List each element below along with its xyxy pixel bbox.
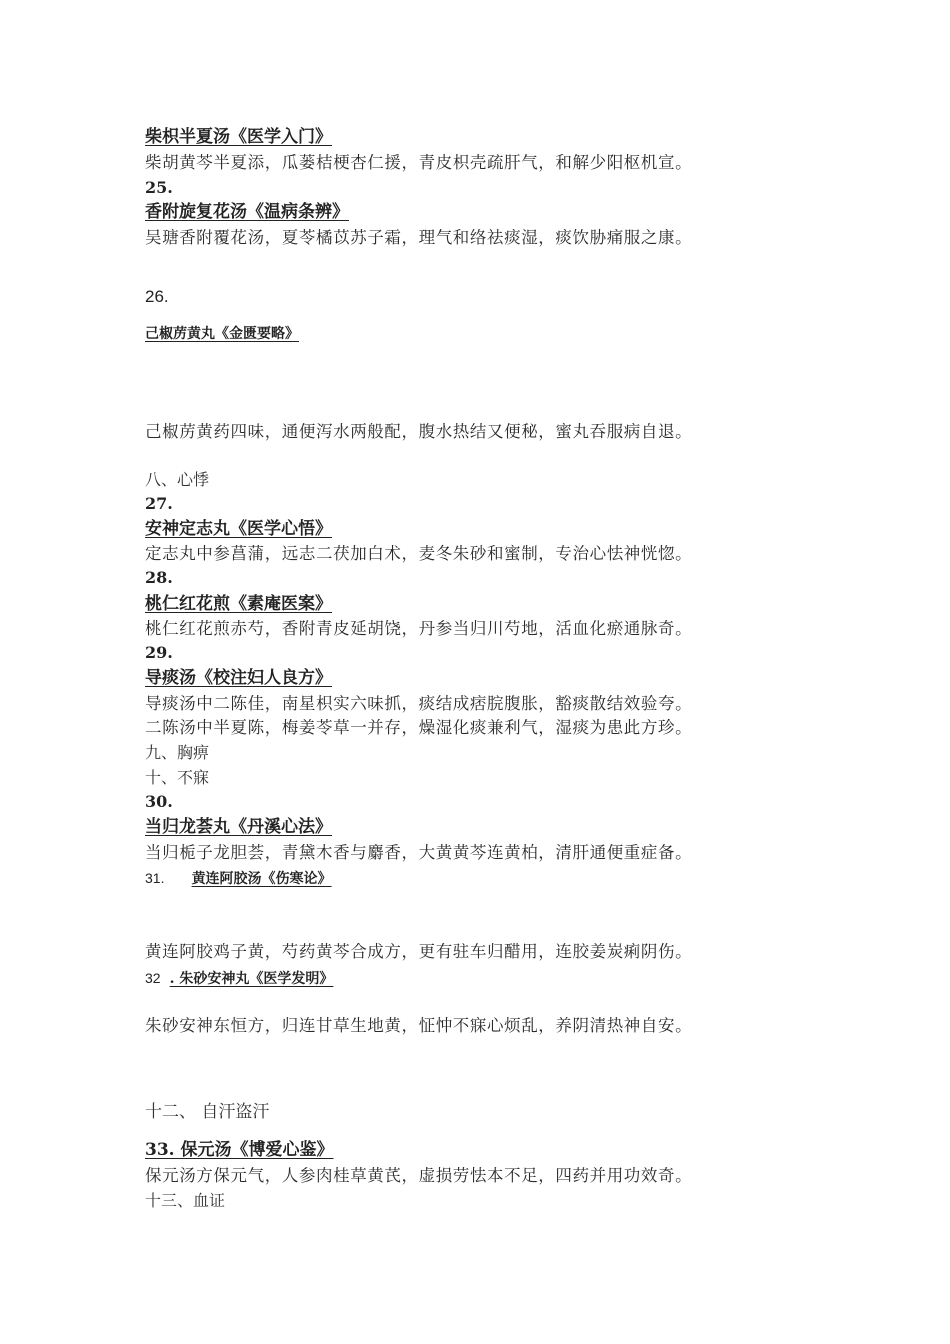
section-heading-9: 九、胸痹 <box>145 743 210 762</box>
formula-title-28: 桃仁红花煎《素庵医案》 <box>145 594 332 614</box>
formula-title-27: 安神定志丸《医学心悟》 <box>145 519 332 539</box>
entry-number-25: 25. <box>145 178 173 197</box>
formula-title-32: . 朱砂安神丸《医学发明》 <box>169 971 334 987</box>
entry-number-28: 28. <box>145 568 173 587</box>
formula-title-25: 香附旋复花汤《温病条辨》 <box>145 202 349 222</box>
formula-title-26: 己椒苈黄丸《金匮要略》 <box>145 326 299 342</box>
entry-number-32: 32 <box>145 970 161 986</box>
formula-title-30: 当归龙荟丸《丹溪心法》 <box>145 817 332 837</box>
formula-title-31: 黄连阿胶汤《伤寒论》 <box>191 871 332 887</box>
formula-verse-28: 桃仁红花煎赤芍，香附青皮延胡饶，丹参当归川芍地，活血化瘀通脉奇。 <box>145 619 693 638</box>
formula-verse-29a: 导痰汤中二陈佳，南星枳实六味抓，痰结成痞脘腹胀，豁痰散结效验夸。 <box>145 694 693 713</box>
formula-verse-25: 吴瑭香附覆花汤，夏苓橘苡苏子霜，理气和络祛痰湿，痰饮胁痛服之康。 <box>145 228 693 247</box>
formula-title-29: 导痰汤《校注妇人良方》 <box>145 668 332 688</box>
section-heading-10: 十、不寐 <box>145 768 210 787</box>
entry-32-line <box>145 970 333 986</box>
formula-verse-32: 朱砂安神东恒方，归连甘草生地黄，怔忡不寐心烦乱，养阴清热神自安。 <box>145 1016 693 1035</box>
section-heading-13: 十三、血证 <box>145 1191 226 1210</box>
formula-title-24: 柴枳半夏汤《医学入门》 <box>145 127 332 147</box>
formula-verse-31: 黄连阿胶鸡子黄，芍药黄芩合成方，更有驻车归醋用，连胶姜炭痢阴伤。 <box>145 942 693 961</box>
entry-number-29: 29. <box>145 643 173 662</box>
formula-verse-24: 柴胡黄芩半夏添，瓜蒌桔梗杏仁援，青皮枳壳疏肝气，和解少阳枢机宣。 <box>145 153 693 172</box>
formula-verse-26: 己椒苈黄药四味，通便泻水两般配，腹水热结又便秘，蜜丸吞服病自退。 <box>145 422 693 441</box>
formula-verse-33: 保元汤方保元气，人参肉桂草黄芪，虚损劳怯本不足，四药并用功效奇。 <box>145 1166 693 1185</box>
formula-verse-29b: 二陈汤中半夏陈，梅姜苓草一并存，燥湿化痰兼利气，湿痰为患此方珍。 <box>145 718 693 737</box>
entry-number-26: 26. <box>145 287 169 306</box>
entry-31-line <box>145 870 332 886</box>
formula-verse-27: 定志丸中参菖蒲，远志二茯加白术，麦冬朱砂和蜜制，专治心怯神恍惚。 <box>145 544 693 563</box>
formula-verse-30: 当归栀子龙胆荟，青黛木香与麝香，大黄黄芩连黄柏，清肝通便重症备。 <box>145 843 693 862</box>
section-heading-8: 八、心悸 <box>145 470 210 489</box>
entry-number-27: 27. <box>145 494 173 513</box>
formula-title-33: 33. 保元汤《博爱心鉴》 <box>145 1140 334 1160</box>
entry-number-31: 31. <box>145 870 165 886</box>
entry-number-30: 30. <box>145 792 173 811</box>
section-heading-12: 十二、 自汗盗汗 <box>145 1102 270 1122</box>
